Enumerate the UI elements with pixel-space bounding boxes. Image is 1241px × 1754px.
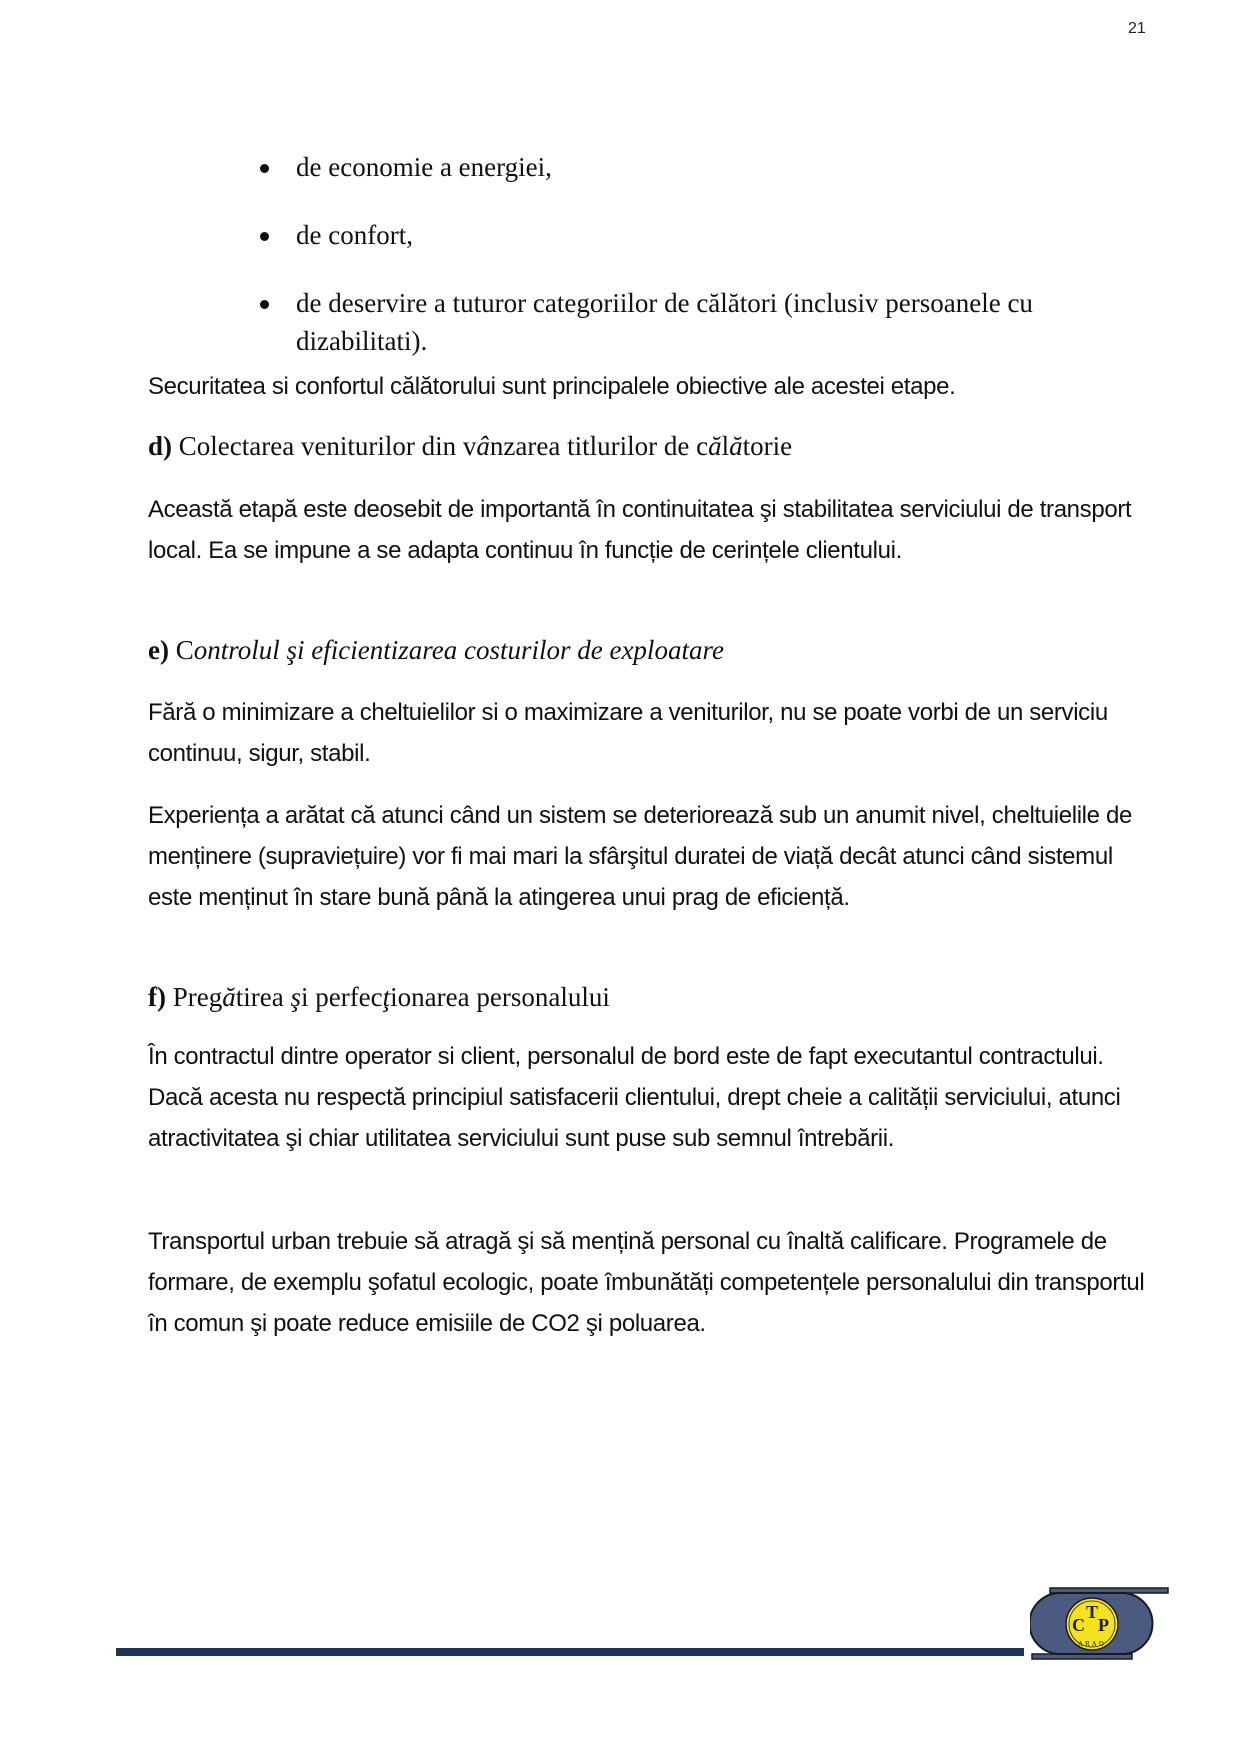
heading-f-text: ş	[290, 982, 301, 1012]
heading-f-text: Preg	[165, 982, 223, 1012]
heading-d-text: ă	[729, 431, 743, 461]
heading-e-text: ontrolul şi eficientizarea costurilor de exploatare	[193, 635, 724, 665]
heading-e-text: C	[168, 635, 194, 665]
bullet-item	[296, 216, 1116, 254]
heading-f	[148, 979, 1148, 1015]
heading-e	[148, 632, 1148, 668]
heading-f-text: tirea	[235, 982, 291, 1012]
bullet-item	[296, 148, 1116, 186]
paragraph-staff-contract: În contractul dintre operator si client, personalul de bord este de fapt executantul contractului. Dacă acesta nu respectă principiul satisfacerii clientului, drept cheie a calității serviciului, atunci atractivitatea şi chiar utilitatea serviciului sunt puse sub semnul întrebării.	[148, 1043, 1121, 1152]
bullet-list	[0, 148, 1241, 390]
paragraph-experience: Experiența a arătat că atunci când un sistem se deteriorează sub un anumit nivel, cheltuielile de menținere (supraviețuire) vor fi mai mari la sfârşitul duratei de viață decât atunci când sistemul este menținut în stare bună până la atingerea unui prag de eficiență.	[148, 802, 1132, 911]
heading-f-text: ă	[222, 982, 236, 1012]
heading-d-text: Colectarea veniturilor din v	[172, 431, 477, 461]
bullet-text: de economie a energiei,	[296, 152, 552, 182]
paragraph-training: Transportul urban trebuie să atragă şi să mențină personal cu înaltă calificare. Programele de formare, de exemplu şofatul ecologic, poate îmbunătăți competențele personalului din transportul în comun şi poate reduce emisiile de CO2 şi poluarea.	[148, 1228, 1145, 1337]
heading-d-letter: d)	[148, 431, 173, 461]
heading-d-text: l	[721, 431, 730, 461]
ctp-arad-logo-icon	[1030, 1584, 1170, 1664]
heading-d-text: nzarea titlurilor de c	[489, 431, 709, 461]
paragraph-costs: Fără o minimizare a cheltuielilor si o maximizare a veniturilor, nu se poate vorbi de un serviciu continuu, sigur, stabil.	[148, 699, 1108, 767]
footer-rule	[116, 1648, 1024, 1656]
heading-d-text: ă	[708, 431, 722, 461]
bullet-icon	[260, 164, 269, 173]
heading-f-letter: f)	[148, 982, 166, 1012]
heading-d-text: â	[476, 431, 490, 461]
bullet-text: de confort,	[296, 220, 413, 250]
logo-letter-t: T	[1086, 1602, 1099, 1622]
heading-f-text: ionarea personalului	[390, 982, 610, 1012]
heading-e-letter: e)	[148, 635, 169, 665]
logo-arc-text: ARAD	[1078, 1640, 1106, 1648]
heading-d	[148, 428, 1148, 464]
bullet-icon	[260, 232, 269, 241]
page-number: 21	[1128, 20, 1146, 37]
bullet-item	[296, 284, 1056, 360]
bullet-icon	[260, 300, 269, 309]
heading-f-text: i perfec	[300, 982, 383, 1012]
heading-f-text: ţ	[382, 982, 391, 1012]
bullet-text: de deservire a tuturor categoriilor de călători (inclusiv persoanele cu dizabilitati).	[296, 288, 1033, 356]
logo-letter-c: C	[1072, 1615, 1085, 1635]
logo-letter-p: P	[1098, 1615, 1109, 1635]
paragraph-safety-comfort: Securitatea si confortul călătorului sunt principalele obiective ale acestei etape.	[148, 373, 956, 400]
heading-d-text: torie	[742, 431, 793, 461]
paragraph-revenue: Această etapă este deosebit de importantă în continuitatea şi stabilitatea serviciului de transport local. Ea se impune a se adapta continuu în funcție de cerințele clientului.	[148, 496, 1132, 564]
